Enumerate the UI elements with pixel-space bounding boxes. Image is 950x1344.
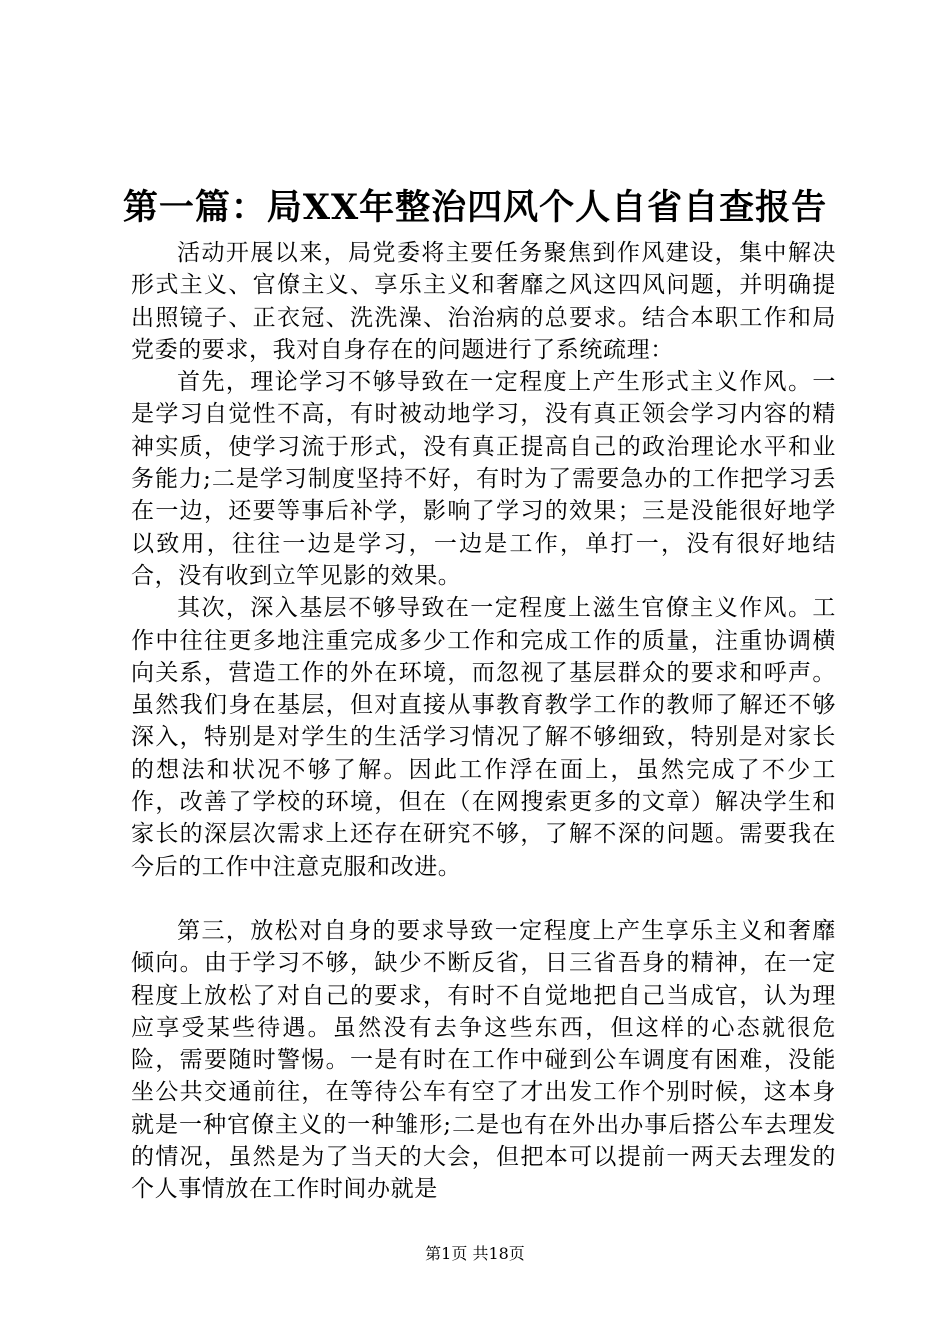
paragraph-intro: 活动开展以来，局党委将主要任务聚焦到作风建设，集中解决形式主义、官僚主义、享乐主义和奢靡之风这四风问题，并明确提出照镜子、正衣冠、洗洗澡、治治病的总要求。结合本职工作和局党委的要求，我对自身存在的问题进行了系统疏理： [131, 240, 836, 363]
paragraph-first-point: 首先，理论学习不够导致在一定程度上产生形式主义作风。一是学习自觉性不高，有时被动地学习，没有真正领会学习内容的精神实质，使学习流于形式，没有真正提高自己的政治理论水平和业务能力;二是学习制度坚持不好，有时为了需要急办的工作把学习丢在一边，还要等事后补学，影响了学习的效果；三是没能很好地学以致用，往往一边是学习，一边是工作，单打一，没有很好地结合，没有收到立竿见影的效果。 [131, 369, 836, 589]
paragraph-gap [131, 883, 836, 915]
document-body [131, 237, 836, 1206]
paragraph-third-point: 第三，放松对自身的要求导致一定程度上产生享乐主义和奢靡倾向。由于学习不够，缺少不断反省，日三省吾身的精神，在一定程度上放松了对自己的要求，有时不自觉地把自己当成官，认为理应享受某些待遇。虽然没有去争这些东西，但这样的心态就很危险，需要随时警惕。一是有时在工作中碰到公车调度有困难，没能坐公共交通前往，在等待公车有空了才出发工作个别时候，这本身就是一种官僚主义的一种雏形;二是也有在外出办事后搭公车去理发的情况，虽然是为了当天的大会，但把本可以提前一两天去理发的个人事情放在工作时间办就是 [131, 917, 836, 1203]
paragraph-second-point: 其次，深入基层不够导致在一定程度上滋生官僚主义作风。工作中往往更多地注重完成多少工作和完成工作的质量，注重协调横向关系，营造工作的外在环境，而忽视了基层群众的要求和呼声。虽然我们身在基层，但对直接从事教育教学工作的教师了解还不够深入，特别是对学生的生活学习情况了解不够细致，特别是对家长的想法和状况不够了解。因此工作浮在面上，虽然完成了不少工作，改善了学校的环境，但在（在网搜索更多的文章）解决学生和家长的深层次需求上还存在研究不够，了解不深的问题。需要我在今后的工作中注意克服和改进。 [131, 595, 836, 880]
document-title: 第一篇：局XX年整治四风个人自省自查报告 [122, 187, 828, 228]
page-footer: 第1页 共18页 [425, 1244, 525, 1263]
